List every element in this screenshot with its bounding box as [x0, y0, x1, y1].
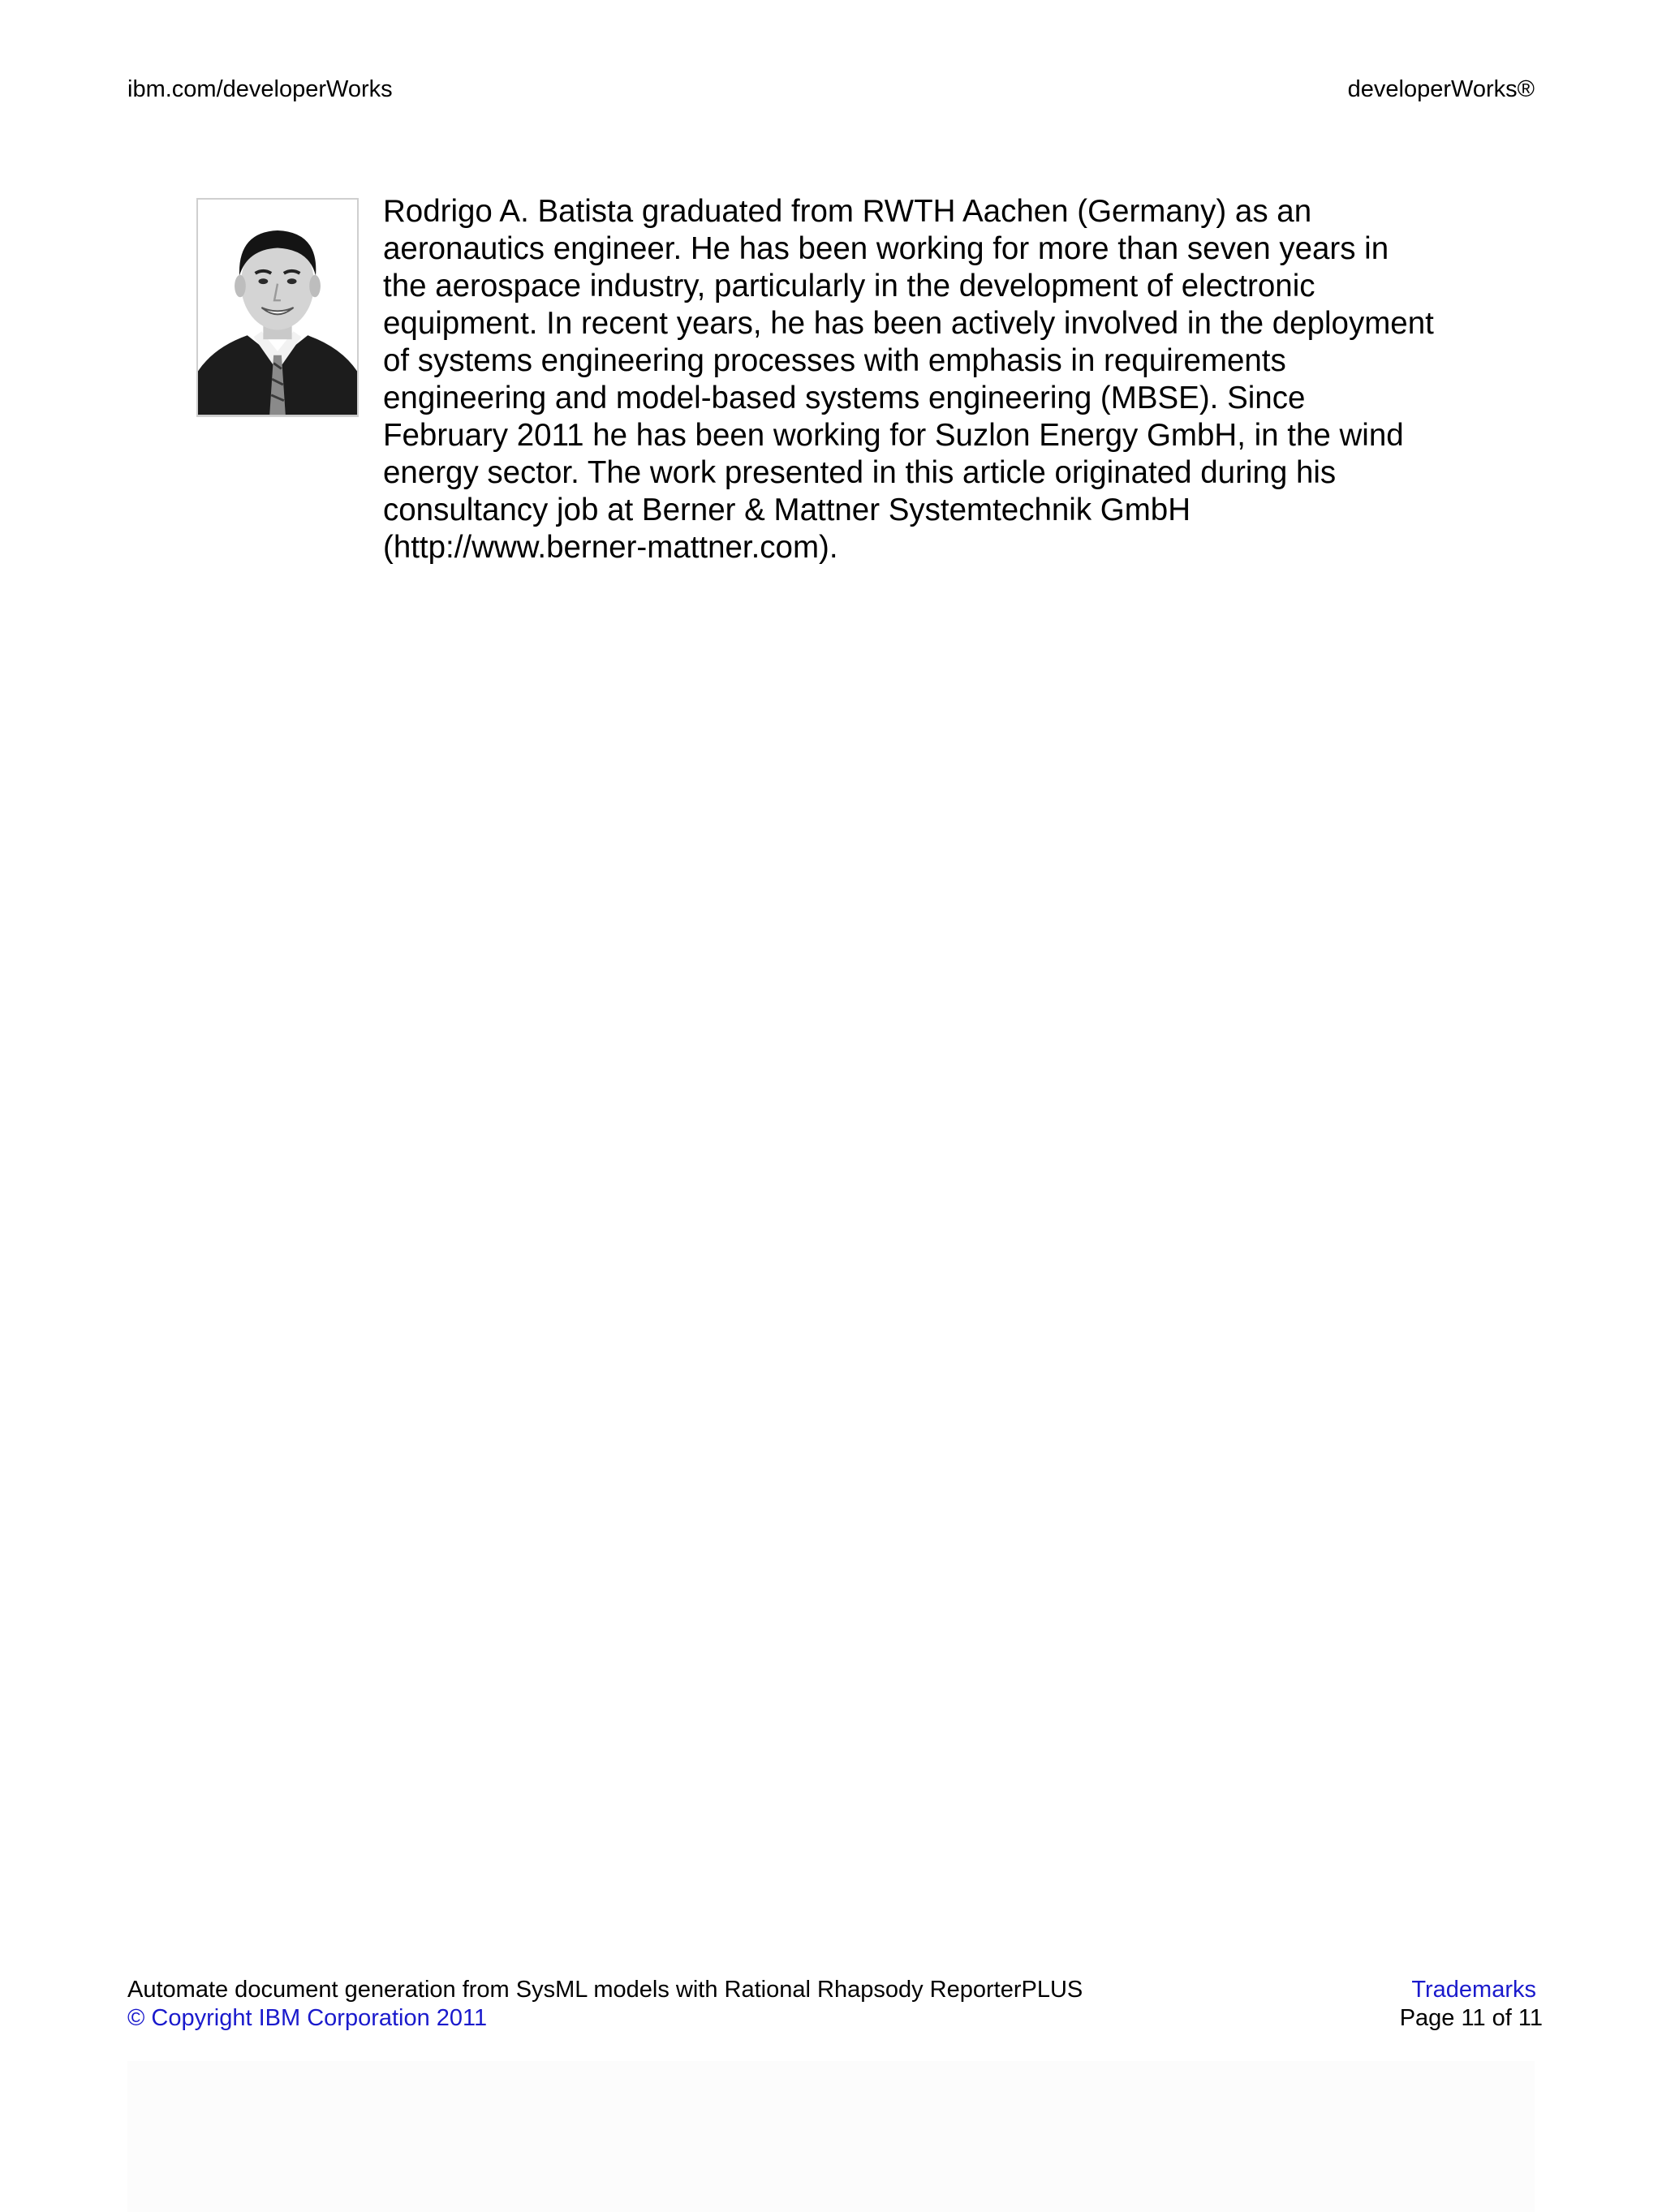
footer-page-number: Page 11 of 11 [1399, 2005, 1543, 2031]
author-photo [196, 198, 359, 417]
footer-trademarks-link[interactable]: Trademarks [1411, 1977, 1536, 2003]
author-bio: Rodrigo A. Batista graduated from RWTH Aachen (Germany) as an aeronautics engineer. He has been working for more than seven years in the aerospace industry, particularly in the development of electronic equipment. In recent years, he has been actively involved in the deployment of systems engineering processes with emphasis in requirements engineering and model-based systems engineering (MBSE). Since February 2011 he has been working for Suzlon Energy GmbH, in the wind energy sector. The work presented in this article originated during his consultancy job at Berner & Mattner Systemtechnik GmbH (http://www.berner-mattner.com). [383, 194, 1434, 565]
author-portrait-image [198, 200, 357, 415]
header-site-url: ibm.com/developerWorks [127, 76, 393, 102]
bottom-margin-band [127, 2061, 1535, 2212]
footer-article-title: Automate document generation from SysML models with Rational Rhapsody ReporterPLUS [127, 1977, 1083, 2003]
footer-copyright-link[interactable]: © Copyright IBM Corporation 2011 [127, 2005, 488, 2031]
header-brand: developerWorks® [1347, 76, 1535, 102]
